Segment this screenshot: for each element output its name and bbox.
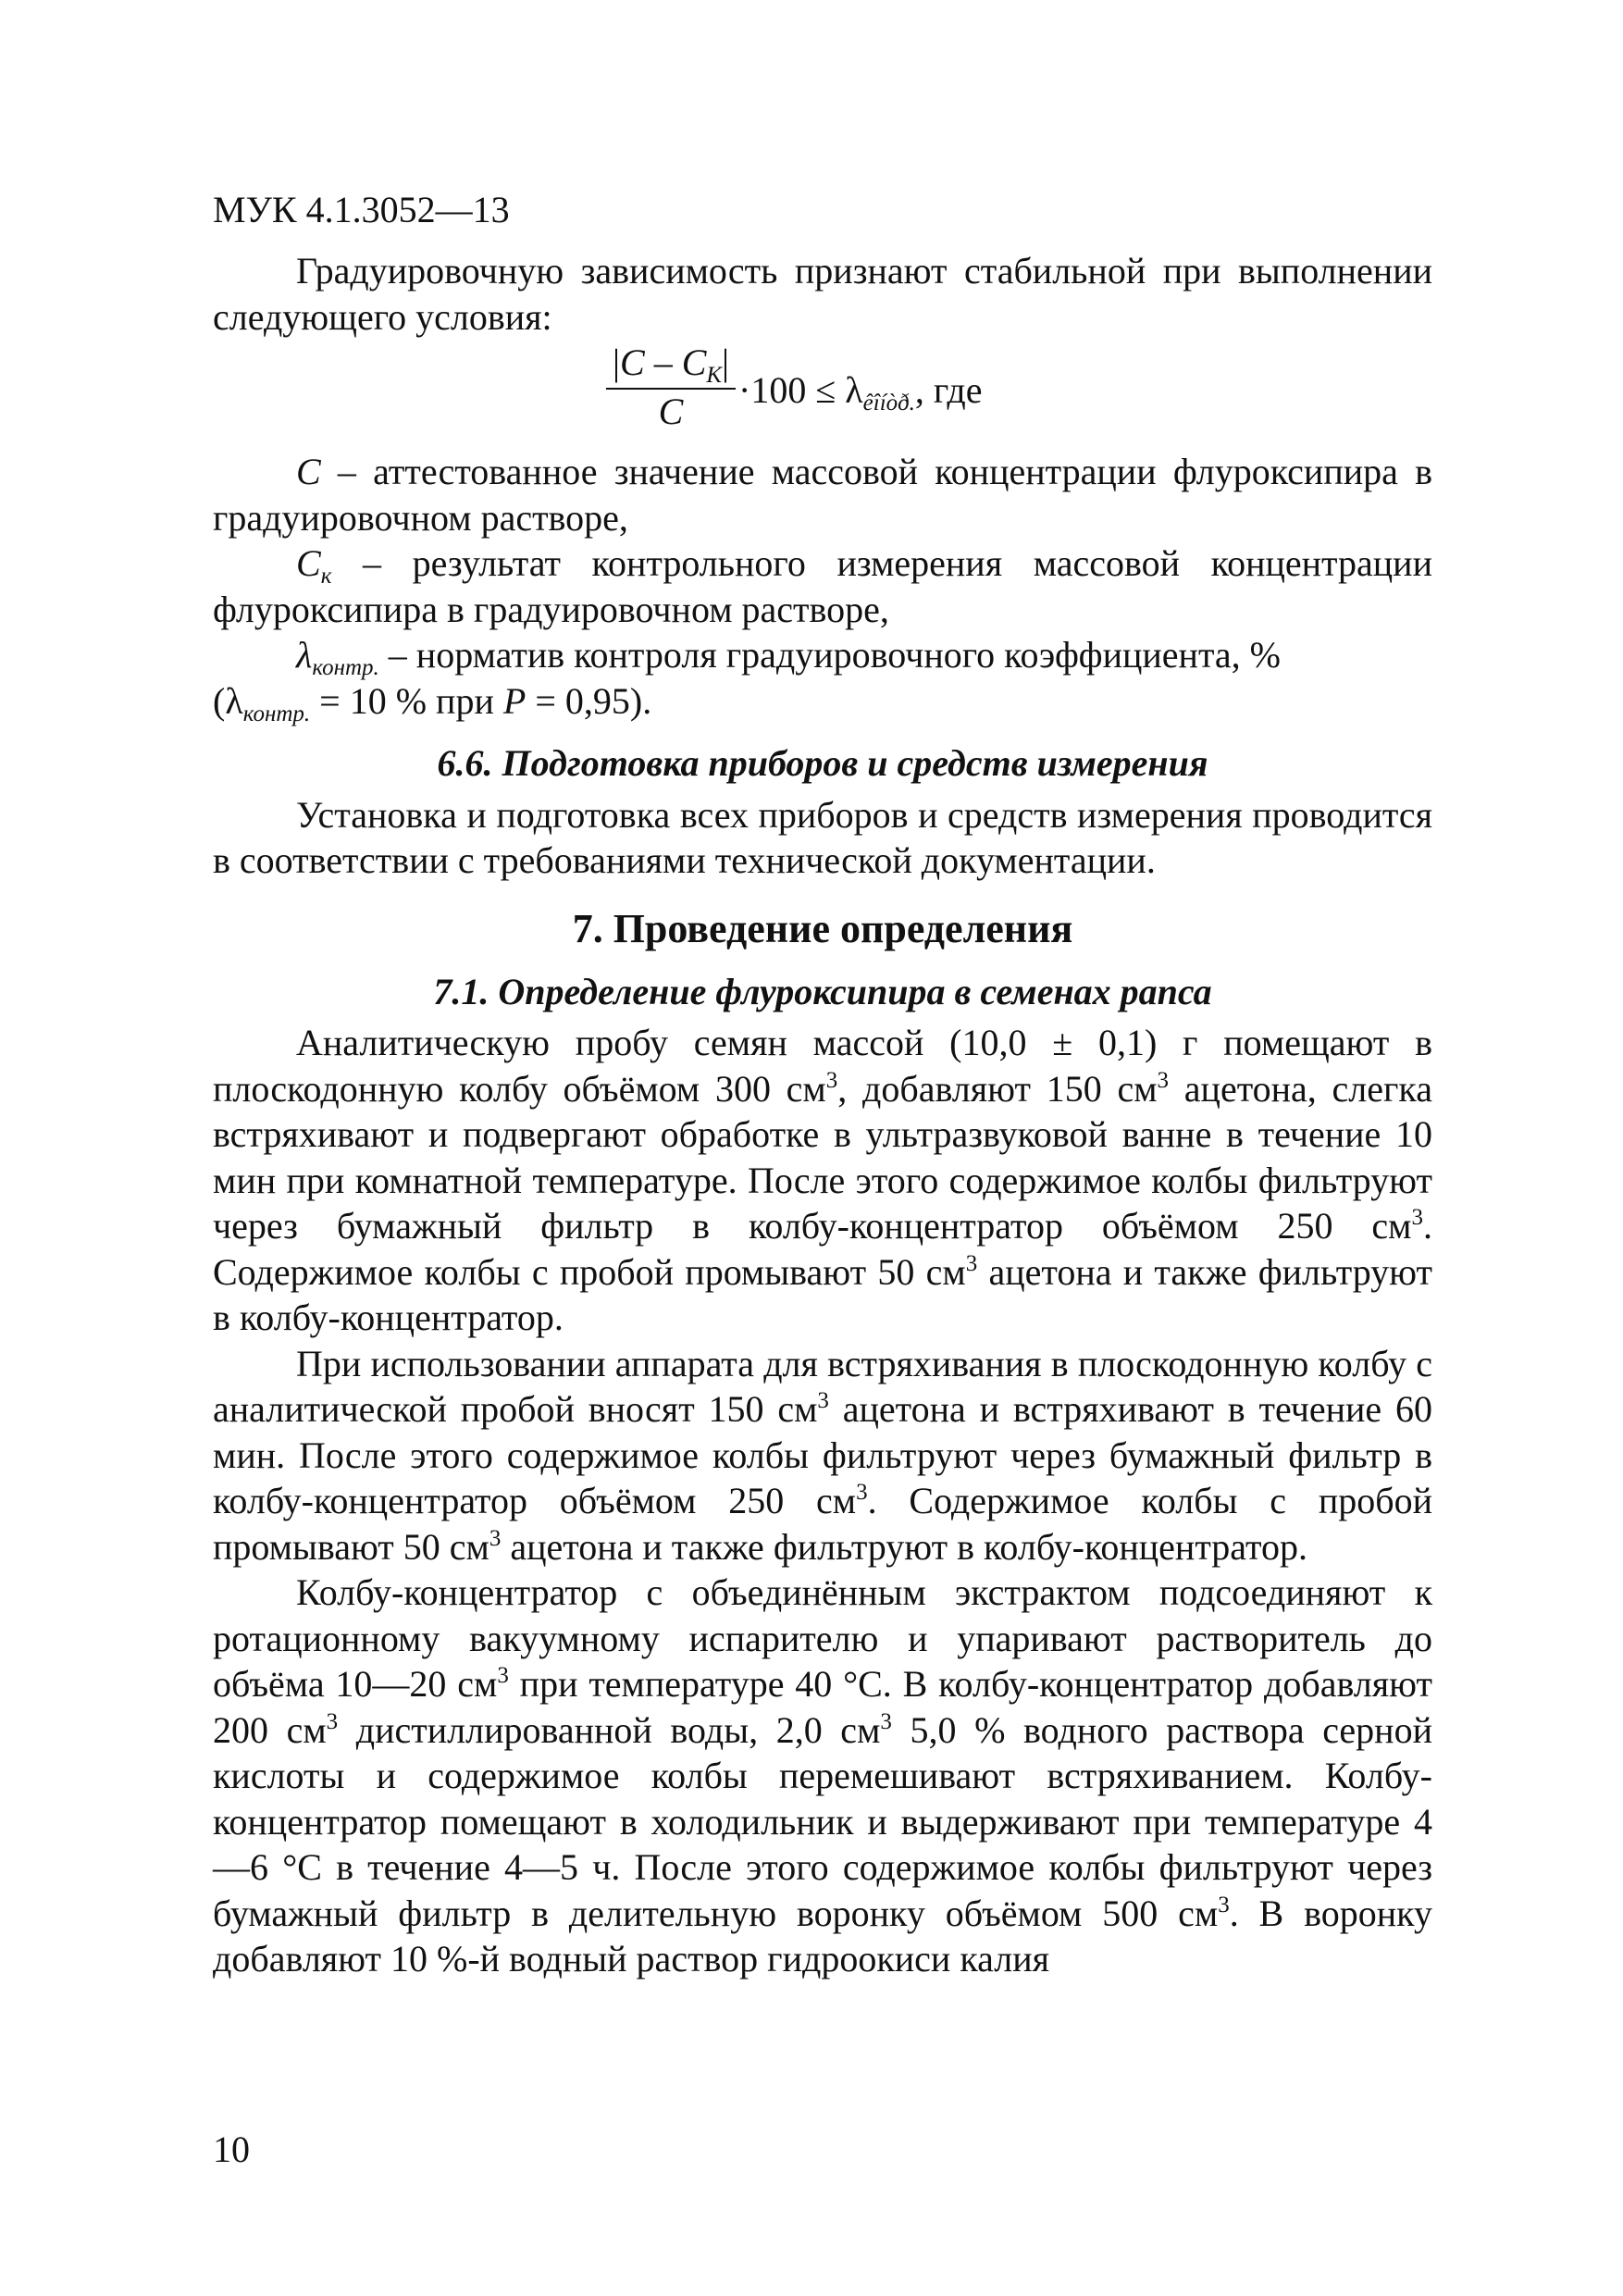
page-number: 10 (213, 2128, 250, 2170)
intro-paragraph: Градуировочную зависимость признают стабильной при выполнении следующего условия: (213, 250, 1432, 338)
section-6-6-title: 6.6. Подготовка приборов и средств измерения (437, 742, 1208, 784)
formula-rest: $\cdot 100 \le \lambda_{êîíòð.}$, где (738, 369, 983, 416)
definition-lambda-value: ($\lambda_{контр.} = 10$ % при P = 0,95). (213, 679, 652, 726)
formula-denominator: C (658, 391, 684, 432)
chapter-7-title: 7. Проведение определения (572, 905, 1073, 951)
running-header: МУК 4.1.3052—13 (213, 189, 510, 230)
section-7-1-paragraph-2: При использовании аппарата для встряхивания в плоскодонную колбу с аналитической пробой вносят 150 $см^3$ ацетона и встряхивают в течение 60 мин. После этого содержимое колбы фильтруют через бумажный фильтр в колбу-концентратор объёмом 250 $см^3$. Содержимое колбы с пробой промывают 50 $см^3$ ацетона и также фильтруют в колбу-концентратор. (213, 1342, 1433, 1568)
section-6-6-text: Установка и подготовка всех приборов и средств измерения проводится в соответствии с требованиями технической документации. (213, 793, 1432, 881)
section-7-1-paragraph-1: Аналитическую пробу семян массой (10,0 ± 0,1) г помещают в плоскодонную колбу объёмом 300 $см^3$, добавляют 150 $см^3$ ацетона, слегка встряхивают и подвергают обработке в ультразвуковой ванне в течение 10 мин при комнатной температуре. После этого содержимое колбы фильтруют через бумажный фильтр в колбу-концентратор объёмом 250 $см^3$. Содержимое колбы с пробой промывают 50 $см^3$ ацетона и также фильтруют в колбу-концентратор. (213, 1022, 1433, 1338)
formula-numerator: $|C - C_К|$ (613, 341, 729, 388)
definition-c: C – аттестованное значение массовой концентрации флуроксипира в градуировочном растворе, (213, 451, 1432, 539)
fraction-bar (606, 388, 736, 390)
section-7-1-paragraph-3: Колбу-концентратор с объединённым экстрактом подсоединяют к ротационному вакуумному испарителю и упаривают растворитель до объёма 10—20 $см^3$ при температуре 40 °C. В колбу-концентратор добавляют 200 $см^3$ дистиллированной воды, 2,0 $см^3$ 5,0 % водного раствора серной кислоты и содержимое колбы перемешивают встряхиванием. Колбу-концентратор помещают в холодильник и выдерживают при температуре 4—6 °C в течение 4—5 ч. После этого содержимое колбы фильтруют через бумажный фильтр в делительную воронку объёмом 500 $см^3$. В воронку добавляют 10 %-й водный раствор гидроокиси калия (213, 1571, 1432, 1980)
formula-fraction (606, 341, 736, 432)
stability-formula (213, 341, 1432, 443)
page-body (213, 248, 1432, 1982)
definition-lambda: $\lambda_{контр.}$ – норматив контроля градуировочного коэффициента, % (296, 634, 1281, 680)
section-7-1-title: 7.1. Определение флуроксипира в семенах рапса (433, 970, 1212, 1012)
definition-ck: $C_к$ – результат контрольного измерения массовой концентрации флуроксипира в градуировочном растворе, (213, 542, 1432, 630)
